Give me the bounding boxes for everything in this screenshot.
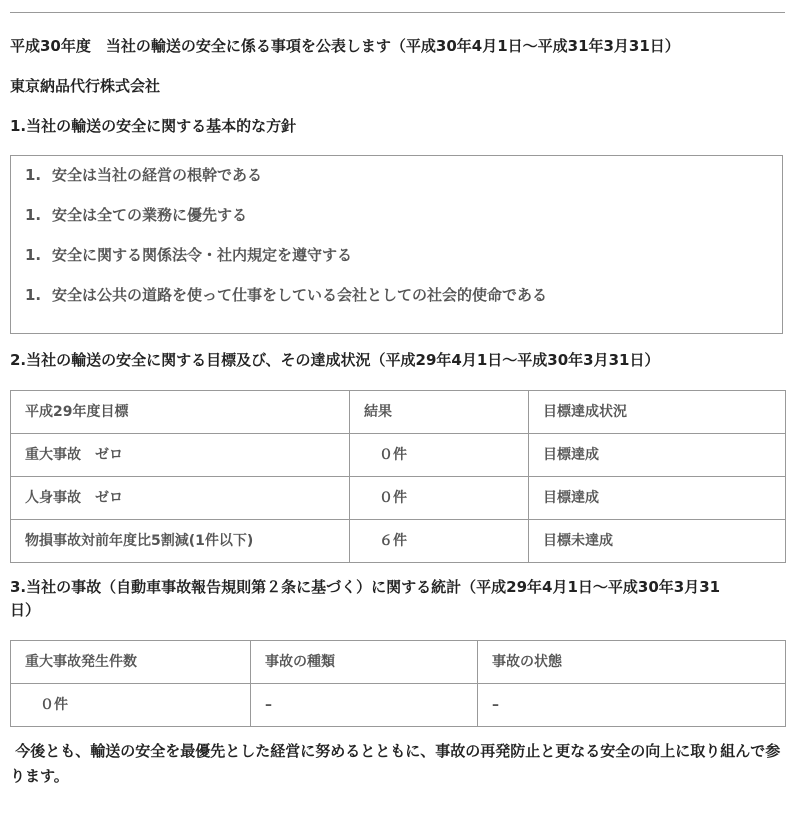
section2-heading: 2.当社の輸送の安全に関する目標及び、その達成状況（平成29年4月1日～平成30年3月31日） — [10, 351, 660, 369]
result-cell: ６件 — [350, 520, 529, 563]
table-row — [11, 520, 786, 563]
goals-table — [10, 390, 786, 563]
accident-stats-table — [10, 640, 786, 727]
top-divider — [10, 12, 785, 13]
column-header: 事故の種類 — [251, 641, 478, 684]
closing-statement — [10, 739, 785, 789]
policy-item-number: 1. — [25, 286, 42, 304]
column-header: 重大事故発生件数 — [11, 641, 251, 684]
policy-item — [25, 164, 262, 186]
policy-item-text: 安全は公共の道路を使って仕事をしている会社としての社会的使命である — [52, 286, 548, 304]
policy-box — [10, 155, 783, 334]
status-cell: 目標未達成 — [529, 520, 786, 563]
table-row — [11, 434, 786, 477]
goal-cell: 物損事故対前年度比5割減(1件以下) — [11, 520, 350, 563]
table-header-row — [11, 641, 786, 684]
section1-heading: 1.当社の輸送の安全に関する基本的な方針 — [10, 117, 297, 135]
table-header-row — [11, 391, 786, 434]
goal-cell: 重大事故 ゼロ — [11, 434, 350, 477]
count-cell: ０件 — [11, 684, 251, 727]
table-row — [11, 684, 786, 727]
result-cell: ０件 — [350, 477, 529, 520]
type-cell: – — [251, 684, 478, 727]
policy-item-text: 安全に関する関係法令・社内規定を遵守する — [52, 246, 353, 264]
result-cell: ０件 — [350, 434, 529, 477]
company-name: 東京納品代行株式会社 — [10, 77, 161, 95]
policy-item — [25, 284, 547, 306]
status-cell: 目標達成 — [529, 477, 786, 520]
goal-cell: 人身事故 ゼロ — [11, 477, 350, 520]
state-cell: – — [478, 684, 786, 727]
policy-item-number: 1. — [25, 206, 42, 224]
column-header: 結果 — [350, 391, 529, 434]
table-row — [11, 477, 786, 520]
policy-item — [25, 204, 247, 226]
column-header: 目標達成状況 — [529, 391, 786, 434]
section3-heading-continued: 日） — [10, 601, 41, 619]
status-cell: 目標達成 — [529, 434, 786, 477]
column-header: 事故の状態 — [478, 641, 786, 684]
column-header: 平成29年度目標 — [11, 391, 350, 434]
policy-item-text: 安全は全ての業務に優先する — [52, 206, 248, 224]
page-title: 平成30年度 当社の輸送の安全に係る事項を公表します（平成30年4月1日～平成31年3月31日） — [10, 37, 680, 55]
policy-item-text: 安全は当社の経営の根幹である — [52, 166, 263, 184]
policy-item-number: 1. — [25, 246, 42, 264]
policy-item — [25, 244, 352, 266]
closing-text: 今後とも、輸送の安全を最優先とした経営に努めるとともに、事故の再発防止と更なる安全の向上に取り組んで参ります。 — [10, 742, 781, 785]
policy-item-number: 1. — [25, 166, 42, 184]
section3-heading: 3.当社の事故（自動車事故報告規則第２条に基づく）に関する統計（平成29年4月1日～平成30年3月31 — [10, 578, 721, 596]
